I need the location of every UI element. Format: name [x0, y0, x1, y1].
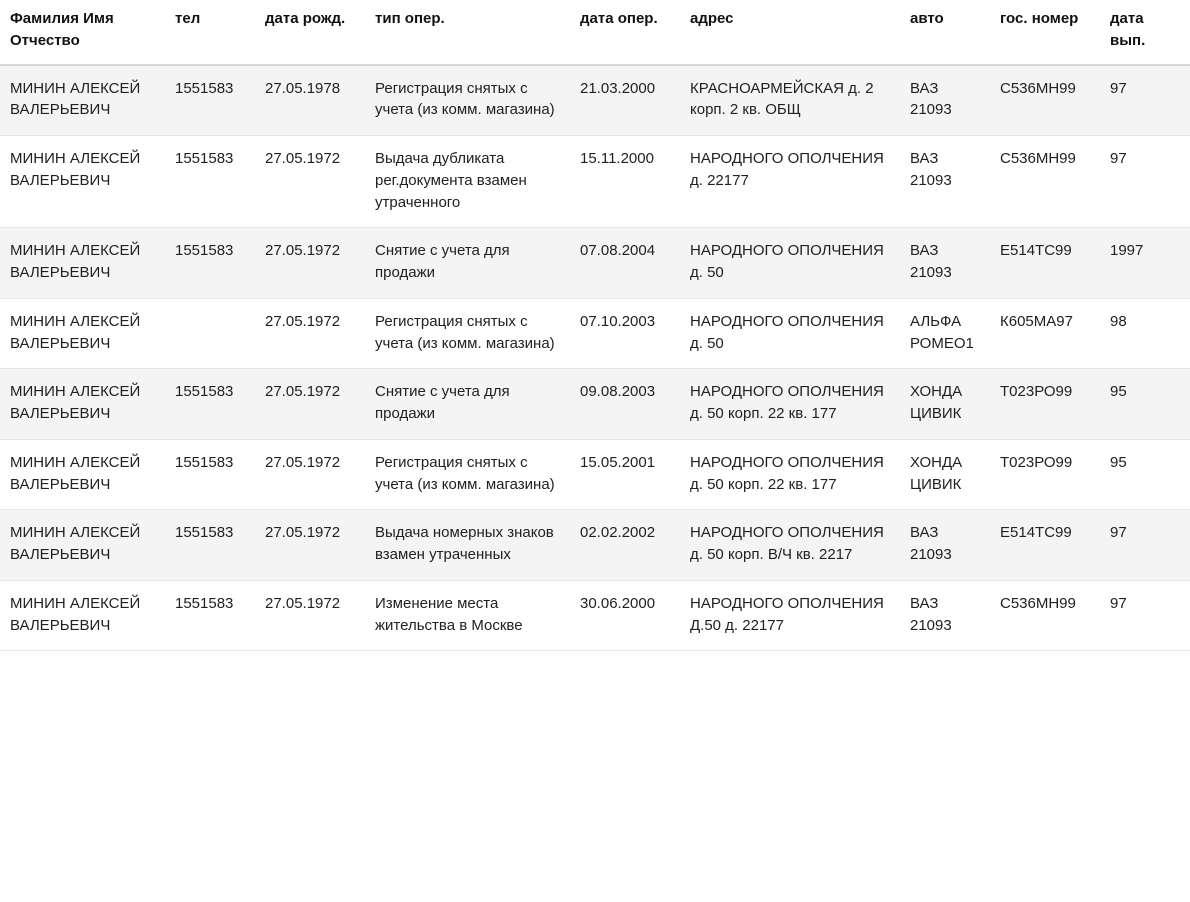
cell-birthdate: 27.05.1972	[255, 298, 365, 369]
column-header-address: адрес	[680, 0, 900, 65]
table-row	[0, 510, 1190, 581]
table-row	[0, 298, 1190, 369]
cell-fio: МИНИН АЛЕКСЕЙ ВАЛЕРЬЕВИЧ	[0, 65, 165, 136]
table-row	[0, 369, 1190, 440]
column-header-tel: тел	[165, 0, 255, 65]
cell-operation-date: 15.11.2000	[570, 136, 680, 228]
cell-tel: 1551583	[165, 580, 255, 651]
cell-operation-type: Регистрация снятых с учета (из комм. магазина)	[365, 298, 570, 369]
cell-issue-date: 98	[1100, 298, 1190, 369]
cell-tel: 1551583	[165, 65, 255, 136]
cell-address: КРАСНОАРМЕЙСКАЯ д. 2 корп. 2 кв. ОБЩ	[680, 65, 900, 136]
cell-fio: МИНИН АЛЕКСЕЙ ВАЛЕРЬЕВИЧ	[0, 580, 165, 651]
cell-operation-date: 07.08.2004	[570, 228, 680, 299]
cell-car: ВАЗ 21093	[900, 228, 990, 299]
cell-birthdate: 27.05.1972	[255, 439, 365, 510]
cell-operation-type: Регистрация снятых с учета (из комм. магазина)	[365, 65, 570, 136]
cell-operation-date: 30.06.2000	[570, 580, 680, 651]
cell-birthdate: 27.05.1972	[255, 228, 365, 299]
column-header-fio: Фамилия Имя Отчество	[0, 0, 165, 65]
table-row	[0, 65, 1190, 136]
cell-operation-type: Выдача номерных знаков взамен утраченных	[365, 510, 570, 581]
cell-plate-number: Е514ТС99	[990, 510, 1100, 581]
column-header-issue-date: дата вып.	[1100, 0, 1190, 65]
cell-fio: МИНИН АЛЕКСЕЙ ВАЛЕРЬЕВИЧ	[0, 136, 165, 228]
table-header-row	[0, 0, 1190, 65]
cell-issue-date: 95	[1100, 369, 1190, 440]
cell-fio: МИНИН АЛЕКСЕЙ ВАЛЕРЬЕВИЧ	[0, 439, 165, 510]
cell-plate-number: С536МН99	[990, 136, 1100, 228]
cell-car: ХОНДА ЦИВИК	[900, 439, 990, 510]
cell-fio: МИНИН АЛЕКСЕЙ ВАЛЕРЬЕВИЧ	[0, 510, 165, 581]
cell-tel: 1551583	[165, 510, 255, 581]
cell-address: НАРОДНОГО ОПОЛЧЕНИЯ Д.50 д. 22177	[680, 580, 900, 651]
column-header-operation-date: дата опер.	[570, 0, 680, 65]
cell-car: ВАЗ 21093	[900, 580, 990, 651]
cell-operation-type: Снятие с учета для продажи	[365, 369, 570, 440]
cell-plate-number: С536МН99	[990, 65, 1100, 136]
cell-address: НАРОДНОГО ОПОЛЧЕНИЯ д. 50 корп. 22 кв. 177	[680, 439, 900, 510]
cell-operation-date: 21.03.2000	[570, 65, 680, 136]
cell-plate-number: К605МА97	[990, 298, 1100, 369]
cell-fio: МИНИН АЛЕКСЕЙ ВАЛЕРЬЕВИЧ	[0, 228, 165, 299]
table-header	[0, 0, 1190, 65]
cell-operation-date: 15.05.2001	[570, 439, 680, 510]
cell-operation-date: 09.08.2003	[570, 369, 680, 440]
table-row	[0, 228, 1190, 299]
cell-operation-date: 02.02.2002	[570, 510, 680, 581]
cell-tel: 1551583	[165, 136, 255, 228]
cell-car: АЛЬФА РОМЕО1	[900, 298, 990, 369]
cell-tel: 1551583	[165, 439, 255, 510]
cell-address: НАРОДНОГО ОПОЛЧЕНИЯ д. 22177	[680, 136, 900, 228]
cell-issue-date: 97	[1100, 136, 1190, 228]
cell-car: ВАЗ 21093	[900, 136, 990, 228]
table-body	[0, 65, 1190, 651]
column-header-operation-type: тип опер.	[365, 0, 570, 65]
column-header-birthdate: дата рожд.	[255, 0, 365, 65]
cell-tel	[165, 298, 255, 369]
cell-issue-date: 97	[1100, 510, 1190, 581]
cell-plate-number: Е514ТС99	[990, 228, 1100, 299]
cell-car: ВАЗ 21093	[900, 510, 990, 581]
cell-fio: МИНИН АЛЕКСЕЙ ВАЛЕРЬЕВИЧ	[0, 298, 165, 369]
cell-issue-date: 97	[1100, 580, 1190, 651]
cell-birthdate: 27.05.1972	[255, 510, 365, 581]
cell-birthdate: 27.05.1972	[255, 136, 365, 228]
column-header-car: авто	[900, 0, 990, 65]
cell-issue-date: 97	[1100, 65, 1190, 136]
cell-tel: 1551583	[165, 369, 255, 440]
cell-car: ХОНДА ЦИВИК	[900, 369, 990, 440]
cell-plate-number: С536МН99	[990, 580, 1100, 651]
cell-issue-date: 95	[1100, 439, 1190, 510]
cell-address: НАРОДНОГО ОПОЛЧЕНИЯ д. 50 корп. В/Ч кв. 2217	[680, 510, 900, 581]
cell-birthdate: 27.05.1978	[255, 65, 365, 136]
cell-operation-type: Изменение места жительства в Москве	[365, 580, 570, 651]
cell-fio: МИНИН АЛЕКСЕЙ ВАЛЕРЬЕВИЧ	[0, 369, 165, 440]
table-row	[0, 136, 1190, 228]
cell-plate-number: Т023РО99	[990, 439, 1100, 510]
cell-operation-type: Выдача дубликата рег.документа взамен утраченного	[365, 136, 570, 228]
cell-operation-type: Регистрация снятых с учета (из комм. магазина)	[365, 439, 570, 510]
cell-birthdate: 27.05.1972	[255, 369, 365, 440]
cell-birthdate: 27.05.1972	[255, 580, 365, 651]
cell-operation-type: Снятие с учета для продажи	[365, 228, 570, 299]
cell-issue-date: 1997	[1100, 228, 1190, 299]
table-row	[0, 439, 1190, 510]
cell-tel: 1551583	[165, 228, 255, 299]
column-header-plate-number: гос. номер	[990, 0, 1100, 65]
cell-address: НАРОДНОГО ОПОЛЧЕНИЯ д. 50 корп. 22 кв. 177	[680, 369, 900, 440]
cell-car: ВАЗ 21093	[900, 65, 990, 136]
cell-operation-date: 07.10.2003	[570, 298, 680, 369]
table-row	[0, 580, 1190, 651]
cell-address: НАРОДНОГО ОПОЛЧЕНИЯ д. 50	[680, 298, 900, 369]
cell-address: НАРОДНОГО ОПОЛЧЕНИЯ д. 50	[680, 228, 900, 299]
cell-plate-number: Т023РО99	[990, 369, 1100, 440]
